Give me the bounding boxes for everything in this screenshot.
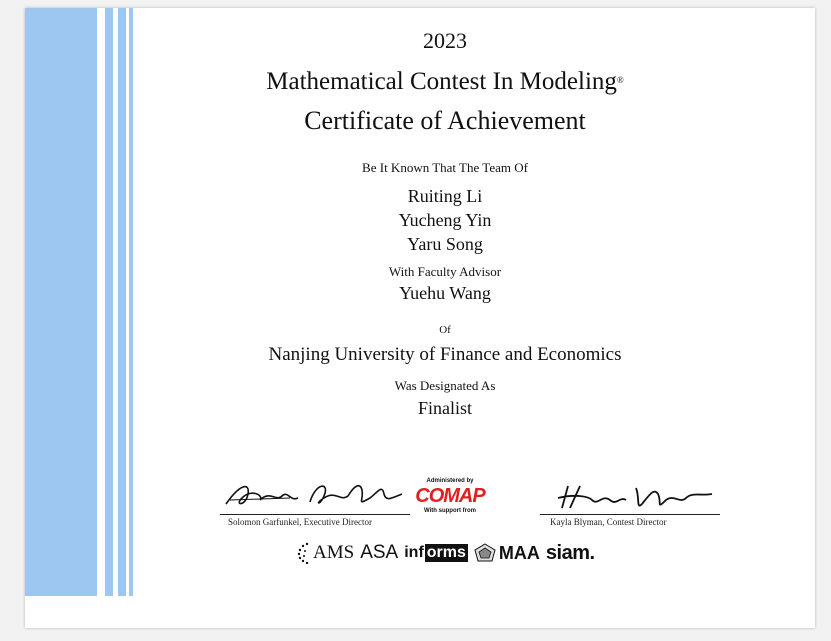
contest-title-text: Mathematical Contest In Modeling (266, 68, 617, 95)
sponsor-logos (297, 540, 595, 566)
certificate-year: 2023 (423, 28, 467, 53)
decorative-stripe-wide (25, 8, 97, 596)
signature-image (220, 476, 410, 512)
team-member: Yaru Song (407, 234, 483, 254)
team-members (245, 184, 645, 256)
ams-text: AMS (313, 542, 355, 563)
signature-caption: Kayla Blyman, Contest Director (550, 517, 667, 527)
signature-image (540, 482, 720, 512)
informs-text-b: orms (426, 544, 466, 561)
certificate-title: Certificate of Achievement (304, 106, 586, 135)
award-title: Finalist (417, 398, 472, 418)
executive-director-signature (220, 476, 410, 527)
decorative-stripe-2 (105, 8, 113, 596)
of-label: Of (439, 324, 451, 336)
maa-logo (474, 543, 540, 564)
signature-caption: Solomon Garfunkel, Executive Director (228, 517, 372, 527)
informs-text-a: inf (404, 544, 424, 561)
comap-block (413, 478, 487, 514)
comap-logo: COMAP (415, 485, 485, 507)
maa-text: MAA (498, 542, 540, 563)
contest-director-signature (540, 482, 720, 527)
ams-dots-icon (297, 542, 311, 564)
administered-by-label: Administered by (426, 478, 474, 484)
asa-logo: ASA (360, 542, 399, 563)
registered-mark: ® (616, 75, 624, 85)
ams-logo (297, 542, 354, 564)
decorative-stripe-3 (118, 8, 126, 596)
informs-logo (404, 544, 468, 562)
contest-title (245, 68, 645, 96)
siam-logo: siam. (545, 541, 595, 564)
decorative-stripe-4 (129, 8, 133, 596)
university-name: Nanjing University of Finance and Economics (268, 344, 622, 365)
certificate-page (25, 8, 815, 628)
support-from-label: With support from (424, 508, 476, 514)
maa-icosahedron-icon (474, 543, 496, 563)
designated-label: Was Designated As (394, 378, 496, 393)
signature-line (540, 514, 720, 515)
team-member: Ruiting Li (407, 186, 483, 206)
signature-line (220, 514, 410, 515)
intro-text: Be It Known That The Team Of (362, 160, 528, 175)
team-member: Yucheng Yin (398, 210, 492, 230)
advisor-name: Yuehu Wang (399, 283, 491, 303)
advisor-label: With Faculty Advisor (388, 264, 502, 279)
